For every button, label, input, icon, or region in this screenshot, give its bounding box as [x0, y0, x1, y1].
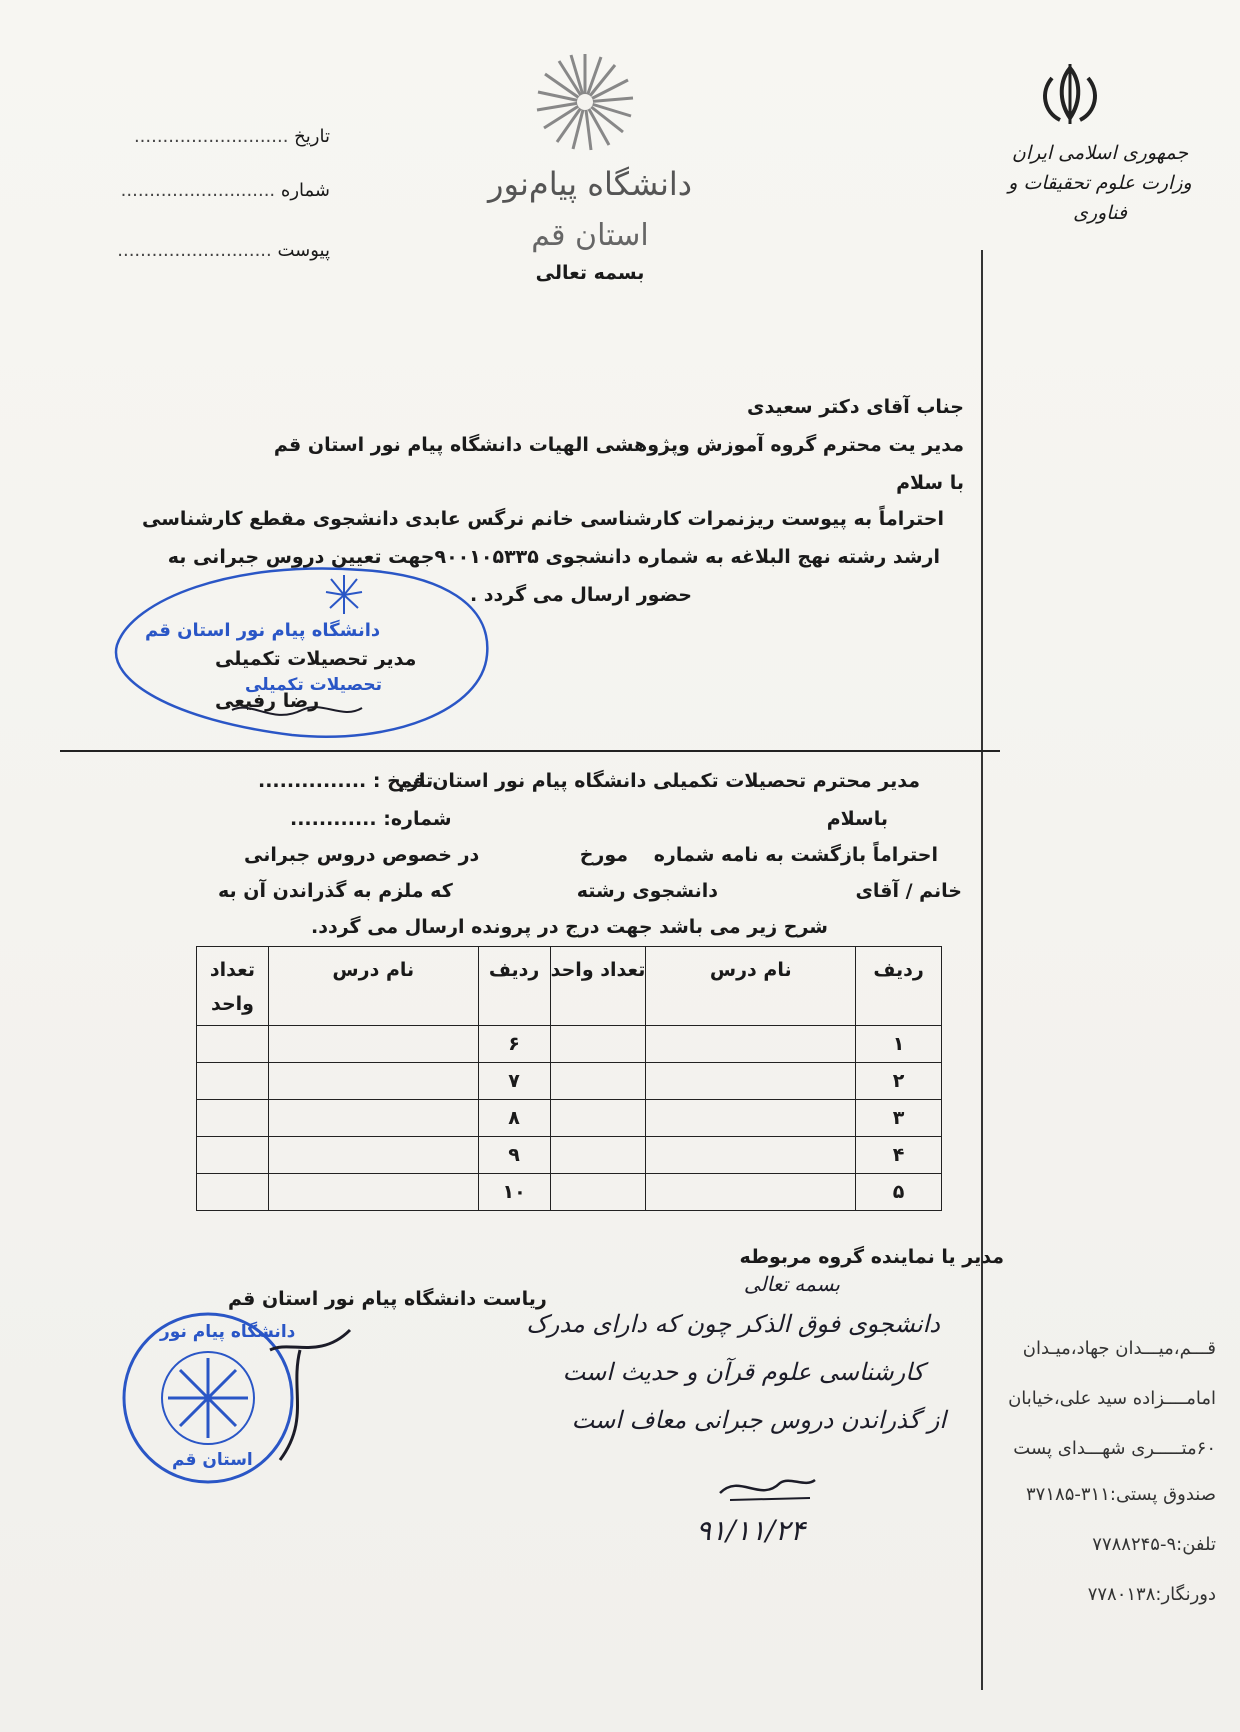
table-cell: ۹	[478, 1137, 550, 1174]
address-phone: تلفن:۹-۷۷۸۸۲۴۵	[1092, 1534, 1216, 1555]
handwritten-signature	[710, 1468, 820, 1508]
presidency-label: ریاست دانشگاه پیام نور استان قم	[228, 1288, 547, 1310]
header-units: تعداد واحد	[550, 947, 646, 1026]
handwritten-note-line2: کارشناسی علوم قرآن و حدیث است	[562, 1358, 924, 1386]
letter-body-line1: احتراماً به پیوست ریزنمرات کارشناسی خانم نرگس عابدی دانشجوی مقطع کارشناسی	[141, 508, 944, 530]
table-cell	[268, 1174, 478, 1211]
ministry-line1: جمهوری اسلامی ایران	[1011, 142, 1189, 164]
handwritten-bismillah: بسمه تعالی	[743, 1272, 840, 1296]
table-cell: ۱	[856, 1026, 942, 1063]
table-cell	[646, 1063, 856, 1100]
reply-line1-a: احتراماً بازگشت به نامه شماره	[653, 844, 938, 866]
handwritten-note-line3: از گذراندن دروس جبرانی معاف است	[571, 1406, 946, 1434]
letter-recipient: جناب آقای دکتر سعیدی	[747, 396, 964, 418]
reply-date: تاریخ : ...............	[258, 770, 434, 792]
presidency-stamp-text1: دانشگاه پیام نور	[160, 1322, 296, 1342]
table-header-row	[197, 947, 942, 1026]
table-cell	[197, 1174, 269, 1211]
table-cell	[550, 1026, 646, 1063]
table-cell	[197, 1026, 269, 1063]
iran-emblem	[1000, 60, 1140, 134]
table-cell	[550, 1137, 646, 1174]
handwritten-note-line1: دانشجوی فوق الذکر چون که دارای مدرک	[526, 1310, 940, 1338]
header-row-no-2: ردیف	[478, 947, 550, 1026]
bismillah: بسمه تعالی	[535, 262, 645, 284]
header-course-name: نام درس	[646, 947, 856, 1026]
payame-noor-logo-icon	[535, 52, 635, 152]
table-cell	[268, 1137, 478, 1174]
reply-greeting: باسلام	[826, 808, 888, 830]
header-units-2: تعداد واحد	[197, 947, 269, 1026]
address-line3: ۶۰متـــــری شهـــدای پست	[1013, 1438, 1216, 1459]
reply-line2-b: دانشجوی رشته	[576, 880, 718, 902]
number-field	[70, 180, 330, 201]
table-cell: ۴	[856, 1137, 942, 1174]
letter-recipient-role: مدیر یت محترم گروه آموزش وپژوهشی الهیات دانشگاه پیام نور استان قم	[273, 434, 964, 456]
handwritten-date: ۹۱/۱۱/۲۴	[696, 1514, 806, 1547]
table-cell	[646, 1137, 856, 1174]
table-cell: ۶	[478, 1026, 550, 1063]
table-cell: ۵	[856, 1174, 942, 1211]
date-field	[70, 126, 330, 147]
reply-line2-a: خانم / آقای	[855, 880, 962, 902]
address-line2: امامــــزاده سید علی،خیابان	[1008, 1388, 1216, 1409]
section-divider	[60, 750, 1000, 752]
table-cell	[550, 1063, 646, 1100]
header-row-no: ردیف	[856, 947, 942, 1026]
table-row	[197, 1174, 942, 1211]
header-course-name-2: نام درس	[268, 947, 478, 1026]
table-cell	[646, 1174, 856, 1211]
table-cell	[646, 1100, 856, 1137]
reply-line3: شرح زیر می باشد جهت درج در پرونده ارسال می گردد.	[311, 916, 828, 938]
table-row	[197, 1063, 942, 1100]
table-cell	[550, 1174, 646, 1211]
table-cell	[197, 1137, 269, 1174]
table-cell: ۱۰	[478, 1174, 550, 1211]
table-cell	[268, 1100, 478, 1137]
letter-greeting: با سلام	[896, 472, 964, 494]
table-cell	[268, 1063, 478, 1100]
signer-name: رضا رفیعی	[215, 690, 320, 712]
reply-recipient: مدیر محترم تحصیلات تکمیلی دانشگاه پیام نور استان قم	[398, 770, 920, 792]
attachment-dots: ...........................	[117, 240, 272, 261]
group-representative-label: مدیر یا نماینده گروه مربوطه	[739, 1246, 1004, 1268]
table-cell: ۷	[478, 1063, 550, 1100]
number-label: شماره	[280, 180, 330, 201]
date-dots: ...........................	[133, 126, 289, 147]
reply-number: شماره: ............	[290, 808, 452, 830]
presidency-stamp-text2: استان قم	[172, 1450, 253, 1470]
stamp-university-text: دانشگاه پیام نور استان قم	[145, 620, 381, 641]
reply-line1-b: مورخ	[579, 844, 628, 866]
address-fax: دورنگار:۷۷۸۰۱۳۸	[1087, 1584, 1216, 1605]
university-province: استان قم	[531, 218, 649, 253]
table-cell	[550, 1100, 646, 1137]
address-line1: قـــم،میـــدان جهاد،میـدان	[1022, 1338, 1216, 1359]
stamp-graduate-text: تحصیلات تکمیلی	[245, 675, 382, 695]
remedial-courses-table	[196, 946, 942, 1211]
table-cell: ۸	[478, 1100, 550, 1137]
letter-body-line3: حضور ارسال می گردد .	[469, 584, 692, 606]
iran-emblem-icon	[1030, 60, 1110, 130]
margin-divider	[981, 250, 983, 1690]
address-pobox: صندوق پستی:۳۱۱-۳۷۱۸۵	[1026, 1484, 1216, 1505]
attachment-label: پیوست	[277, 240, 330, 261]
ministry-block	[990, 138, 1210, 228]
number-dots: ...........................	[120, 180, 276, 201]
date-label: تاریخ	[294, 126, 330, 147]
attachment-field	[70, 240, 330, 261]
table-cell	[646, 1026, 856, 1063]
letter-body-line2: ارشد رشته نهج البلاغه به شماره دانشجوی ۹۰۰۱۰۵۳۳۵جهت تعیین دروس جبرانی به	[167, 546, 940, 568]
university-name: دانشگاه پیام‌نور	[488, 165, 692, 203]
table-row	[197, 1100, 942, 1137]
reply-line2-c: که ملزم به گذراندن آن به	[218, 880, 453, 902]
table-row	[197, 1137, 942, 1174]
table-cell	[197, 1063, 269, 1100]
table-row	[197, 1026, 942, 1063]
reply-line1-c: در خصوص دروس جبرانی	[244, 844, 480, 866]
table-cell	[268, 1026, 478, 1063]
table-cell: ۳	[856, 1100, 942, 1137]
signer-title: مدیر تحصیلات تکمیلی	[215, 648, 417, 670]
table-cell: ۲	[856, 1063, 942, 1100]
table-cell	[197, 1100, 269, 1137]
ministry-line2: وزارت علوم تحقیقات و فناوری	[1008, 172, 1192, 224]
